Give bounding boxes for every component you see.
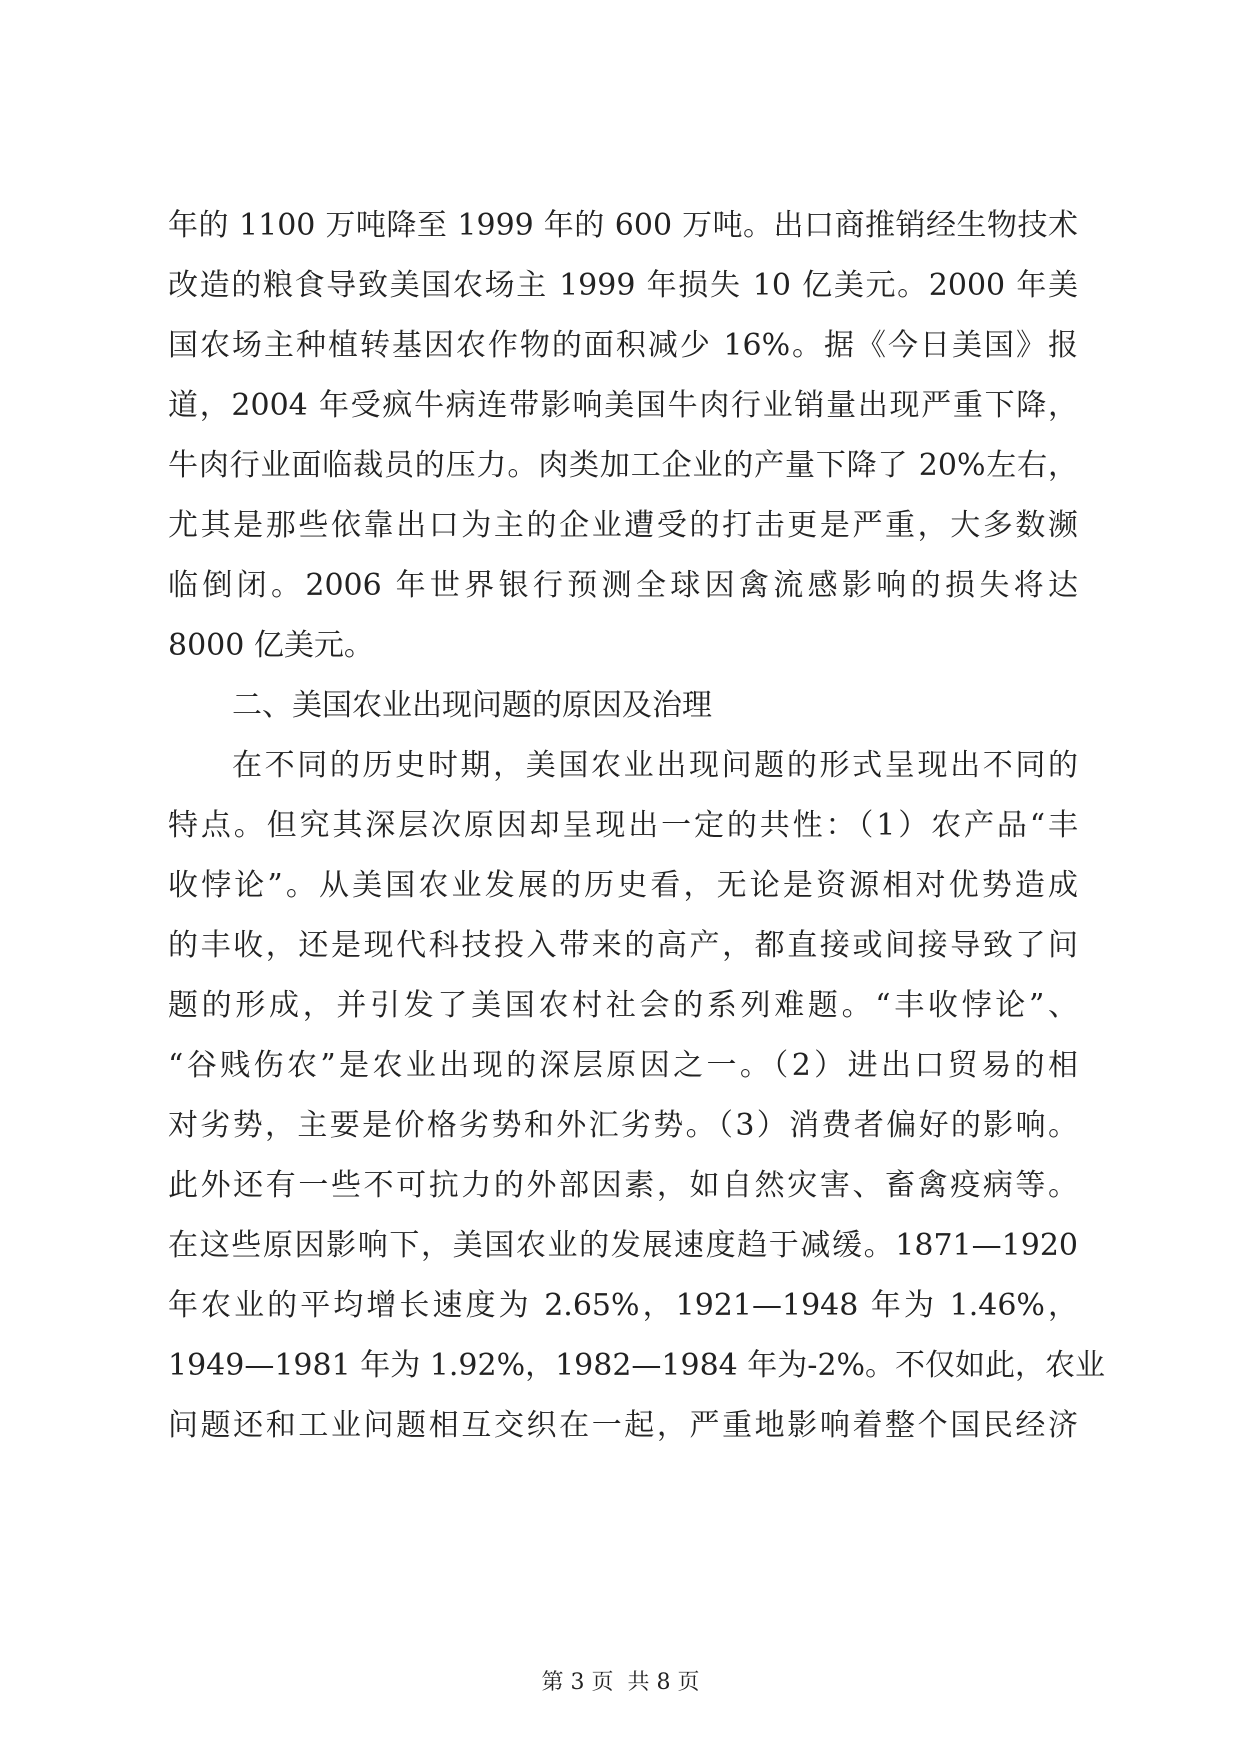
body-text-line: 收悖论”。从美国农业发展的历史看，无论是资源相对优势造成 bbox=[168, 868, 1078, 903]
body-text-line: 此外还有一些不可抗力的外部因素，如自然灾害、畜禽疫病等。 bbox=[168, 1168, 1078, 1203]
body-text-line: 改造的粮食导致美国农场主 1999 年损失 10 亿美元。2000 年美 bbox=[168, 268, 1078, 303]
body-text-line: 牛肉行业面临裁员的压力。肉类加工企业的产量下降了 20%左右， bbox=[168, 448, 1078, 483]
body-text-line: 特点。但究其深层次原因却呈现出一定的共性：（1）农产品“丰 bbox=[168, 808, 1078, 843]
body-text-line: 国农场主种植转基因农作物的面积减少 16%。据《今日美国》报 bbox=[168, 328, 1078, 363]
page-number-footer: 第 3 页 共 8 页 bbox=[541, 1670, 700, 1695]
body-text-line: “谷贱伤农”是农业出现的深层原因之一。（2）进出口贸易的相 bbox=[168, 1048, 1078, 1083]
body-text-line: 在这些原因影响下，美国农业的发展速度趋于减缓。1871—1920 bbox=[168, 1228, 1078, 1263]
body-text-line: 8000 亿美元。 bbox=[168, 628, 374, 663]
body-text-line: 的丰收，还是现代科技投入带来的高产，都直接或间接导致了问 bbox=[168, 928, 1078, 963]
body-text-line: 尤其是那些依靠出口为主的企业遭受的打击更是严重，大多数濒 bbox=[168, 508, 1078, 543]
body-text-line: 在不同的历史时期，美国农业出现问题的形式呈现出不同的 bbox=[232, 748, 1078, 783]
body-text-line: 年的 1100 万吨降至 1999 年的 600 万吨。出口商推销经生物技术 bbox=[168, 208, 1078, 243]
section-heading: 二、美国农业出现问题的原因及治理 bbox=[232, 688, 712, 723]
body-text-line: 对劣势，主要是价格劣势和外汇劣势。（3）消费者偏好的影响。 bbox=[168, 1108, 1078, 1143]
body-text-line: 临倒闭。2006 年世界银行预测全球因禽流感影响的损失将达 bbox=[168, 568, 1078, 603]
body-text-line: 问题还和工业问题相互交织在一起，严重地影响着整个国民经济 bbox=[168, 1408, 1078, 1443]
body-text-line: 1949—1981 年为 1.92%，1982—1984 年为-2%。不仅如此，农业 bbox=[168, 1348, 1106, 1383]
body-text-line: 年农业的平均增长速度为 2.65%，1921—1948 年为 1.46%， bbox=[168, 1288, 1078, 1323]
body-text-line: 题的形成，并引发了美国农村社会的系列难题。“丰收悖论”、 bbox=[168, 988, 1078, 1023]
body-text-line: 道，2004 年受疯牛病连带影响美国牛肉行业销量出现严重下降， bbox=[168, 388, 1078, 423]
